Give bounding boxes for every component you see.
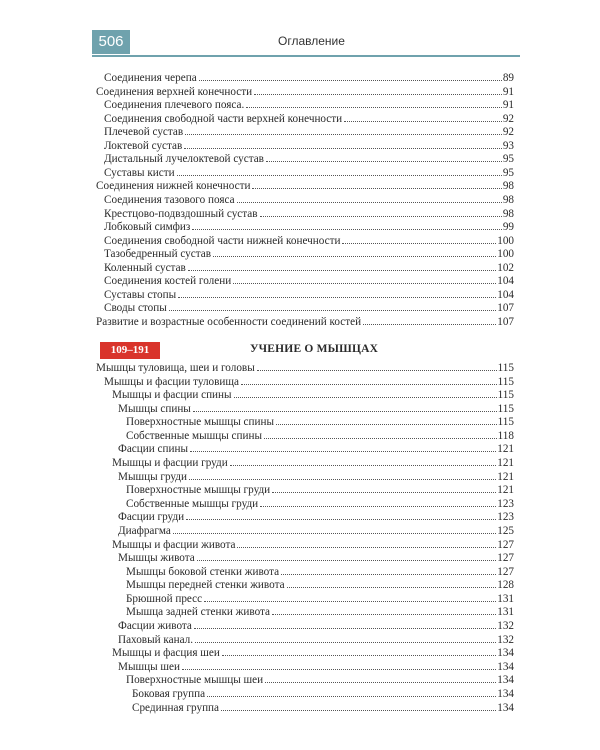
toc-entry-page: 98 — [502, 193, 514, 206]
toc-entry[interactable] — [126, 483, 514, 497]
toc-entry-page: 121 — [497, 443, 514, 456]
toc-entry-title: Мышцы спины — [118, 402, 191, 415]
toc-dot-leader — [173, 533, 496, 534]
toc-entry-title: Соединения свободной части нижней конечности — [104, 234, 341, 247]
toc-entry[interactable] — [126, 415, 514, 429]
toc-dot-leader — [342, 243, 496, 244]
toc-entry[interactable] — [126, 673, 514, 687]
toc-dot-leader — [241, 384, 497, 385]
page-header — [92, 30, 520, 56]
toc-entry[interactable] — [104, 98, 514, 112]
toc-entry[interactable] — [104, 375, 514, 389]
toc-entry[interactable] — [112, 388, 514, 402]
toc-entry[interactable] — [104, 139, 514, 153]
toc-entry-page: 118 — [497, 429, 514, 442]
toc-entry-title: Диафрагма — [118, 524, 171, 537]
toc-dot-leader — [192, 229, 501, 230]
toc-entry-title: Локтевой сустав — [104, 139, 183, 152]
toc-entry[interactable] — [112, 538, 514, 552]
toc-entry-page: 95 — [502, 153, 514, 166]
toc-dot-leader — [185, 134, 502, 135]
toc-entry[interactable] — [104, 71, 514, 85]
toc-dot-leader — [264, 438, 497, 439]
toc-dot-leader — [233, 283, 496, 284]
toc-entry-page: 95 — [502, 166, 514, 179]
toc-entry-title: Суставы кисти — [104, 166, 175, 179]
toc-dot-leader — [287, 587, 497, 588]
toc-dot-leader — [246, 107, 502, 108]
toc-entry[interactable] — [126, 565, 514, 579]
toc-dot-leader — [272, 492, 496, 493]
toc-entry-page: 134 — [497, 687, 514, 700]
toc-entry-page: 98 — [502, 207, 514, 220]
toc-entry-page: 100 — [497, 248, 514, 261]
toc-dot-leader — [184, 148, 502, 149]
toc-entry-page: 93 — [502, 139, 514, 152]
toc-dot-leader — [182, 669, 496, 670]
toc-entry-title: Собственные мышцы спины — [126, 429, 262, 442]
toc-entry-title: Соединения свободной части верхней конечности — [104, 112, 343, 125]
toc-entry-page: 121 — [497, 470, 514, 483]
toc-dot-leader — [207, 696, 496, 697]
toc-dot-leader — [344, 121, 502, 122]
toc-entry-page: 134 — [497, 660, 514, 673]
toc-entry[interactable] — [118, 660, 514, 674]
toc-entry-title: Соединения верхней конечности — [96, 85, 253, 98]
toc-entry-page: 127 — [497, 565, 514, 578]
section-heading — [100, 342, 518, 360]
toc-entry-title: Мышцы передней стенки живота — [126, 579, 285, 592]
toc-entry-page: 91 — [502, 85, 514, 98]
toc-entry-page: 115 — [497, 375, 514, 388]
toc-entry-title: Соединения нижней конечности — [96, 180, 251, 193]
toc-entry-page: 128 — [497, 579, 514, 592]
toc-entry-title: Мышцы шеи — [118, 660, 180, 673]
toc-entry-page: 115 — [497, 389, 514, 402]
toc-entry-page: 107 — [497, 302, 514, 315]
toc-entry-page: 125 — [497, 524, 514, 537]
toc-entry-page: 115 — [497, 416, 514, 429]
toc-dot-leader — [260, 506, 496, 507]
toc-entry-title: Мышцы и фасции живота — [112, 538, 236, 551]
toc-entry-page: 123 — [497, 511, 514, 524]
toc-entry-page: 123 — [497, 497, 514, 510]
toc-entry[interactable] — [104, 274, 514, 288]
toc-dot-leader — [237, 202, 502, 203]
toc-entry[interactable] — [118, 470, 514, 484]
toc-dot-leader — [213, 256, 496, 257]
toc-entry-title: Фасции груди — [118, 511, 185, 524]
toc-dot-leader — [234, 397, 497, 398]
toc-entry[interactable] — [104, 247, 514, 261]
toc-entry[interactable] — [112, 646, 514, 660]
toc-entry[interactable] — [104, 301, 514, 315]
toc-entry[interactable] — [104, 166, 514, 180]
toc-entry-title: Плечевой сустав — [104, 126, 184, 139]
toc-entry-page: 92 — [502, 112, 514, 125]
toc-entry-page: 92 — [502, 126, 514, 139]
toc-dot-leader — [281, 574, 496, 575]
toc-entry-page: 107 — [497, 315, 514, 328]
toc-entry-page: 131 — [497, 592, 514, 605]
toc-entry[interactable] — [104, 261, 514, 275]
toc-entry[interactable] — [118, 524, 514, 538]
toc-entry-page: 131 — [497, 606, 514, 619]
toc-entry-page: 121 — [497, 484, 514, 497]
toc-entry-title: Мышцы туловища, шеи и головы — [96, 362, 255, 374]
toc-entry-title: Соединения тазового пояса — [104, 193, 235, 206]
toc-entry-page: 134 — [497, 674, 514, 687]
toc-dot-leader — [260, 216, 502, 217]
toc-entry-title: Мышцы живота — [118, 552, 195, 565]
toc-entry[interactable] — [96, 315, 514, 329]
toc-entry-page: 104 — [497, 288, 514, 301]
toc-entry-page: 89 — [502, 72, 514, 84]
toc-entry-page: 132 — [497, 633, 514, 646]
toc-entry[interactable] — [126, 497, 514, 511]
toc-entry[interactable] — [104, 234, 514, 248]
toc-entry[interactable] — [126, 429, 514, 443]
toc-entry-title: Соединения костей голени — [104, 275, 232, 288]
toc-entry-title: Мышцы и фасция шеи — [112, 647, 220, 660]
toc-entry[interactable] — [96, 361, 514, 375]
toc-dot-leader — [230, 465, 497, 466]
toc-entry[interactable] — [96, 85, 514, 99]
toc-dot-leader — [189, 479, 496, 480]
toc-entry[interactable] — [118, 619, 514, 633]
section-title: УЧЕНИЕ О МЫШЦАХ — [250, 343, 379, 355]
toc-dot-leader — [272, 614, 496, 615]
toc-entry[interactable] — [104, 125, 514, 139]
toc-dot-leader — [190, 451, 496, 452]
toc-dot-leader — [186, 519, 496, 520]
toc-entry[interactable] — [104, 288, 514, 302]
toc-entry-page: 91 — [502, 99, 514, 112]
toc-dot-leader — [257, 370, 497, 371]
toc-dot-leader — [265, 682, 496, 683]
toc-entry-title: Соединения черепа — [104, 72, 197, 84]
toc-entry-page: 102 — [497, 261, 514, 274]
toc-entry-page: 104 — [497, 275, 514, 288]
toc-entry[interactable] — [118, 633, 514, 647]
toc-entry[interactable] — [118, 510, 514, 524]
toc-entry-title: Суставы стопы — [104, 288, 177, 301]
toc-dot-leader — [252, 188, 501, 189]
toc-dot-leader — [266, 161, 502, 162]
toc-entry-page: 134 — [497, 647, 514, 660]
toc-dot-leader — [197, 560, 496, 561]
toc-entry[interactable] — [112, 456, 514, 470]
section-page-range-badge: 109–191 — [100, 342, 160, 359]
toc-entry-title: Развитие и возрастные особенности соединений костей — [96, 315, 362, 328]
toc-dot-leader — [222, 655, 496, 656]
toc-entry-title: Паховый канал. — [118, 633, 194, 646]
toc-entry-title: Фасции живота — [118, 620, 192, 633]
toc-entry[interactable] — [118, 442, 514, 456]
toc-entry-title: Срединная группа — [132, 701, 220, 714]
toc-dot-leader — [221, 710, 496, 711]
toc-entry-title: Мышца задней стенки живота — [126, 606, 271, 619]
toc-entry-title: Мышцы и фасции спины — [112, 389, 232, 402]
toc-entry[interactable] — [104, 152, 514, 166]
header-rule — [92, 55, 520, 57]
toc-entry[interactable] — [104, 220, 514, 234]
toc-entry-title: Своды стопы — [104, 302, 167, 315]
toc-entry-title: Мышцы груди — [118, 470, 187, 483]
toc-entry-page: 121 — [497, 457, 514, 470]
toc-entry-title: Коленный сустав — [104, 261, 186, 274]
toc-entry-title: Фасции спины — [118, 443, 188, 456]
toc-entry-page: 132 — [497, 620, 514, 633]
toc-entry[interactable] — [126, 592, 514, 606]
toc-entry-title: Тазобедренный сустав — [104, 248, 212, 261]
toc-dot-leader — [363, 324, 496, 325]
toc-entry[interactable] — [118, 551, 514, 565]
toc-dot-leader — [199, 80, 502, 81]
toc-dot-leader — [276, 424, 497, 425]
toc-dot-leader — [254, 94, 502, 95]
toc-entry[interactable] — [126, 578, 514, 592]
toc-entry-page: 134 — [497, 701, 514, 714]
toc-entry[interactable] — [118, 402, 514, 416]
toc-entry-title: Мышцы и фасции груди — [112, 457, 228, 470]
toc-entry-page: 98 — [502, 180, 514, 193]
toc-entry-page: 127 — [497, 538, 514, 551]
toc-entry[interactable] — [96, 179, 514, 193]
toc-entry-title: Боковая группа — [132, 687, 206, 700]
toc-dot-leader — [237, 547, 496, 548]
toc-entry-page: 100 — [497, 234, 514, 247]
toc-entry-title: Мышцы и фасции туловища — [104, 375, 239, 388]
toc-entry[interactable] — [104, 207, 514, 221]
toc-entry[interactable] — [132, 701, 514, 715]
toc-entry-page: 115 — [497, 402, 514, 415]
toc-entry-title: Поверхностные мышцы спины — [126, 416, 274, 429]
toc-entry-page: 115 — [497, 362, 514, 374]
toc-entry-title: Брюшной пресс — [126, 592, 203, 605]
toc-entry[interactable] — [104, 112, 514, 126]
toc-entry-title: Лобковый симфиз — [104, 221, 191, 234]
toc-entry-title: Поверхностные мышцы груди — [126, 484, 271, 497]
toc-entry[interactable] — [104, 193, 514, 207]
toc-entry[interactable] — [132, 687, 514, 701]
toc-entry-title: Крестцово-подвздошный сустав — [104, 207, 258, 220]
toc-dot-leader — [204, 601, 496, 602]
toc-entry-title: Дистальный лучелоктевой сустав — [104, 153, 264, 166]
toc-dot-leader — [169, 310, 496, 311]
toc-dot-leader — [193, 411, 497, 412]
toc-dot-leader — [188, 270, 496, 271]
toc-entry[interactable] — [126, 605, 514, 619]
toc-dot-leader — [194, 628, 496, 629]
toc-entry-page: 99 — [502, 221, 514, 234]
toc-entry-title: Мышцы боковой стенки живота — [126, 565, 280, 578]
header-title: Оглавление — [278, 34, 345, 48]
page-number: 506 — [92, 30, 130, 54]
toc-entry-title: Соединения плечевого пояса. — [104, 99, 245, 112]
toc-entry-page: 127 — [497, 552, 514, 565]
toc-dot-leader — [195, 642, 496, 643]
toc-entry-title: Собственные мышцы груди — [126, 497, 259, 510]
toc-entry-title: Поверхностные мышцы шеи — [126, 674, 264, 687]
toc-dot-leader — [177, 175, 502, 176]
toc-dot-leader — [178, 297, 496, 298]
